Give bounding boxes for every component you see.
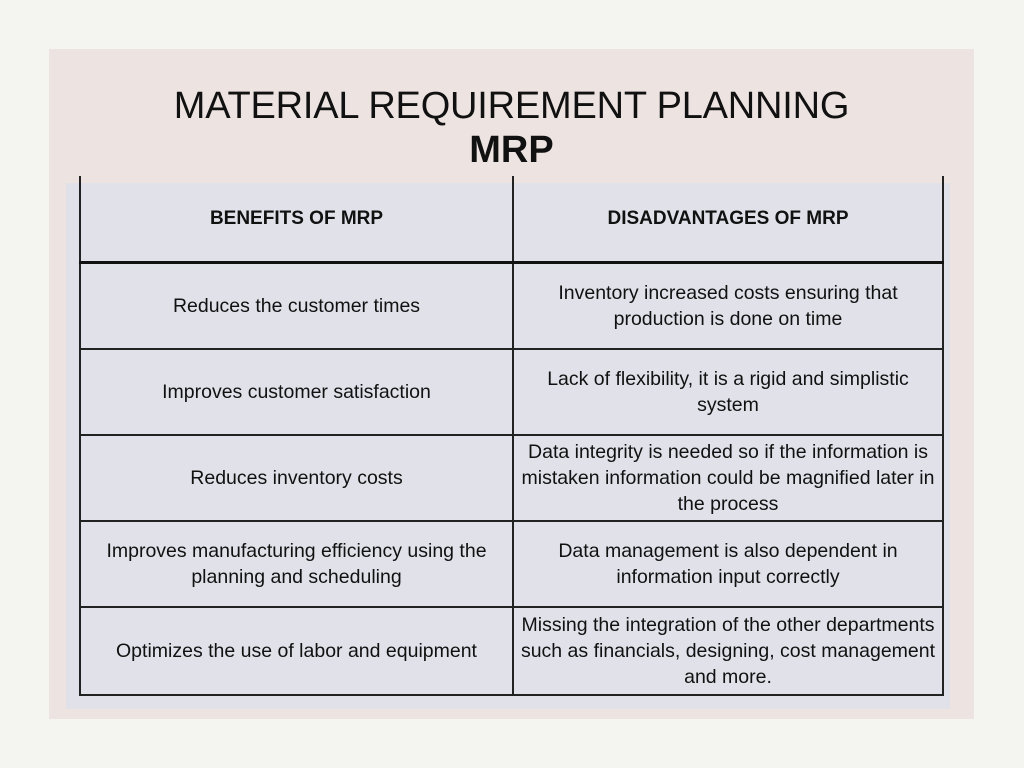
disadvantage-cell: Data integrity is needed so if the information is mistaken information could be magnified later in the process (513, 435, 943, 521)
benefit-cell: Improves customer satisfaction (80, 349, 513, 435)
disadvantage-cell: Data management is also dependent in information input correctly (513, 521, 943, 607)
disadvantage-cell: Missing the integration of the other departments such as financials, designing, cost management and more. (513, 607, 943, 695)
benefit-cell: Optimizes the use of labor and equipment (80, 607, 513, 695)
title-line2: MRP (469, 129, 554, 171)
table-row (80, 607, 943, 695)
table-row (80, 263, 943, 350)
mrp-table (79, 176, 944, 696)
title-line1: MATERIAL REQUIREMENT PLANNING (173, 85, 850, 127)
table-row (80, 521, 943, 607)
table-row (80, 435, 943, 521)
disadvantage-cell: Lack of flexibility, it is a rigid and simplistic system (513, 349, 943, 435)
table-row (80, 349, 943, 435)
benefit-cell: Improves manufacturing efficiency using the planning and scheduling (80, 521, 513, 607)
disadvantage-cell: Inventory increased costs ensuring that production is done on time (513, 263, 943, 350)
benefit-cell: Reduces inventory costs (80, 435, 513, 521)
table-header-row (80, 176, 943, 263)
benefit-cell: Reduces the customer times (80, 263, 513, 350)
header-benefits: BENEFITS OF MRP (80, 176, 513, 263)
header-disadvantages: DISADVANTAGES OF MRP (513, 176, 943, 263)
